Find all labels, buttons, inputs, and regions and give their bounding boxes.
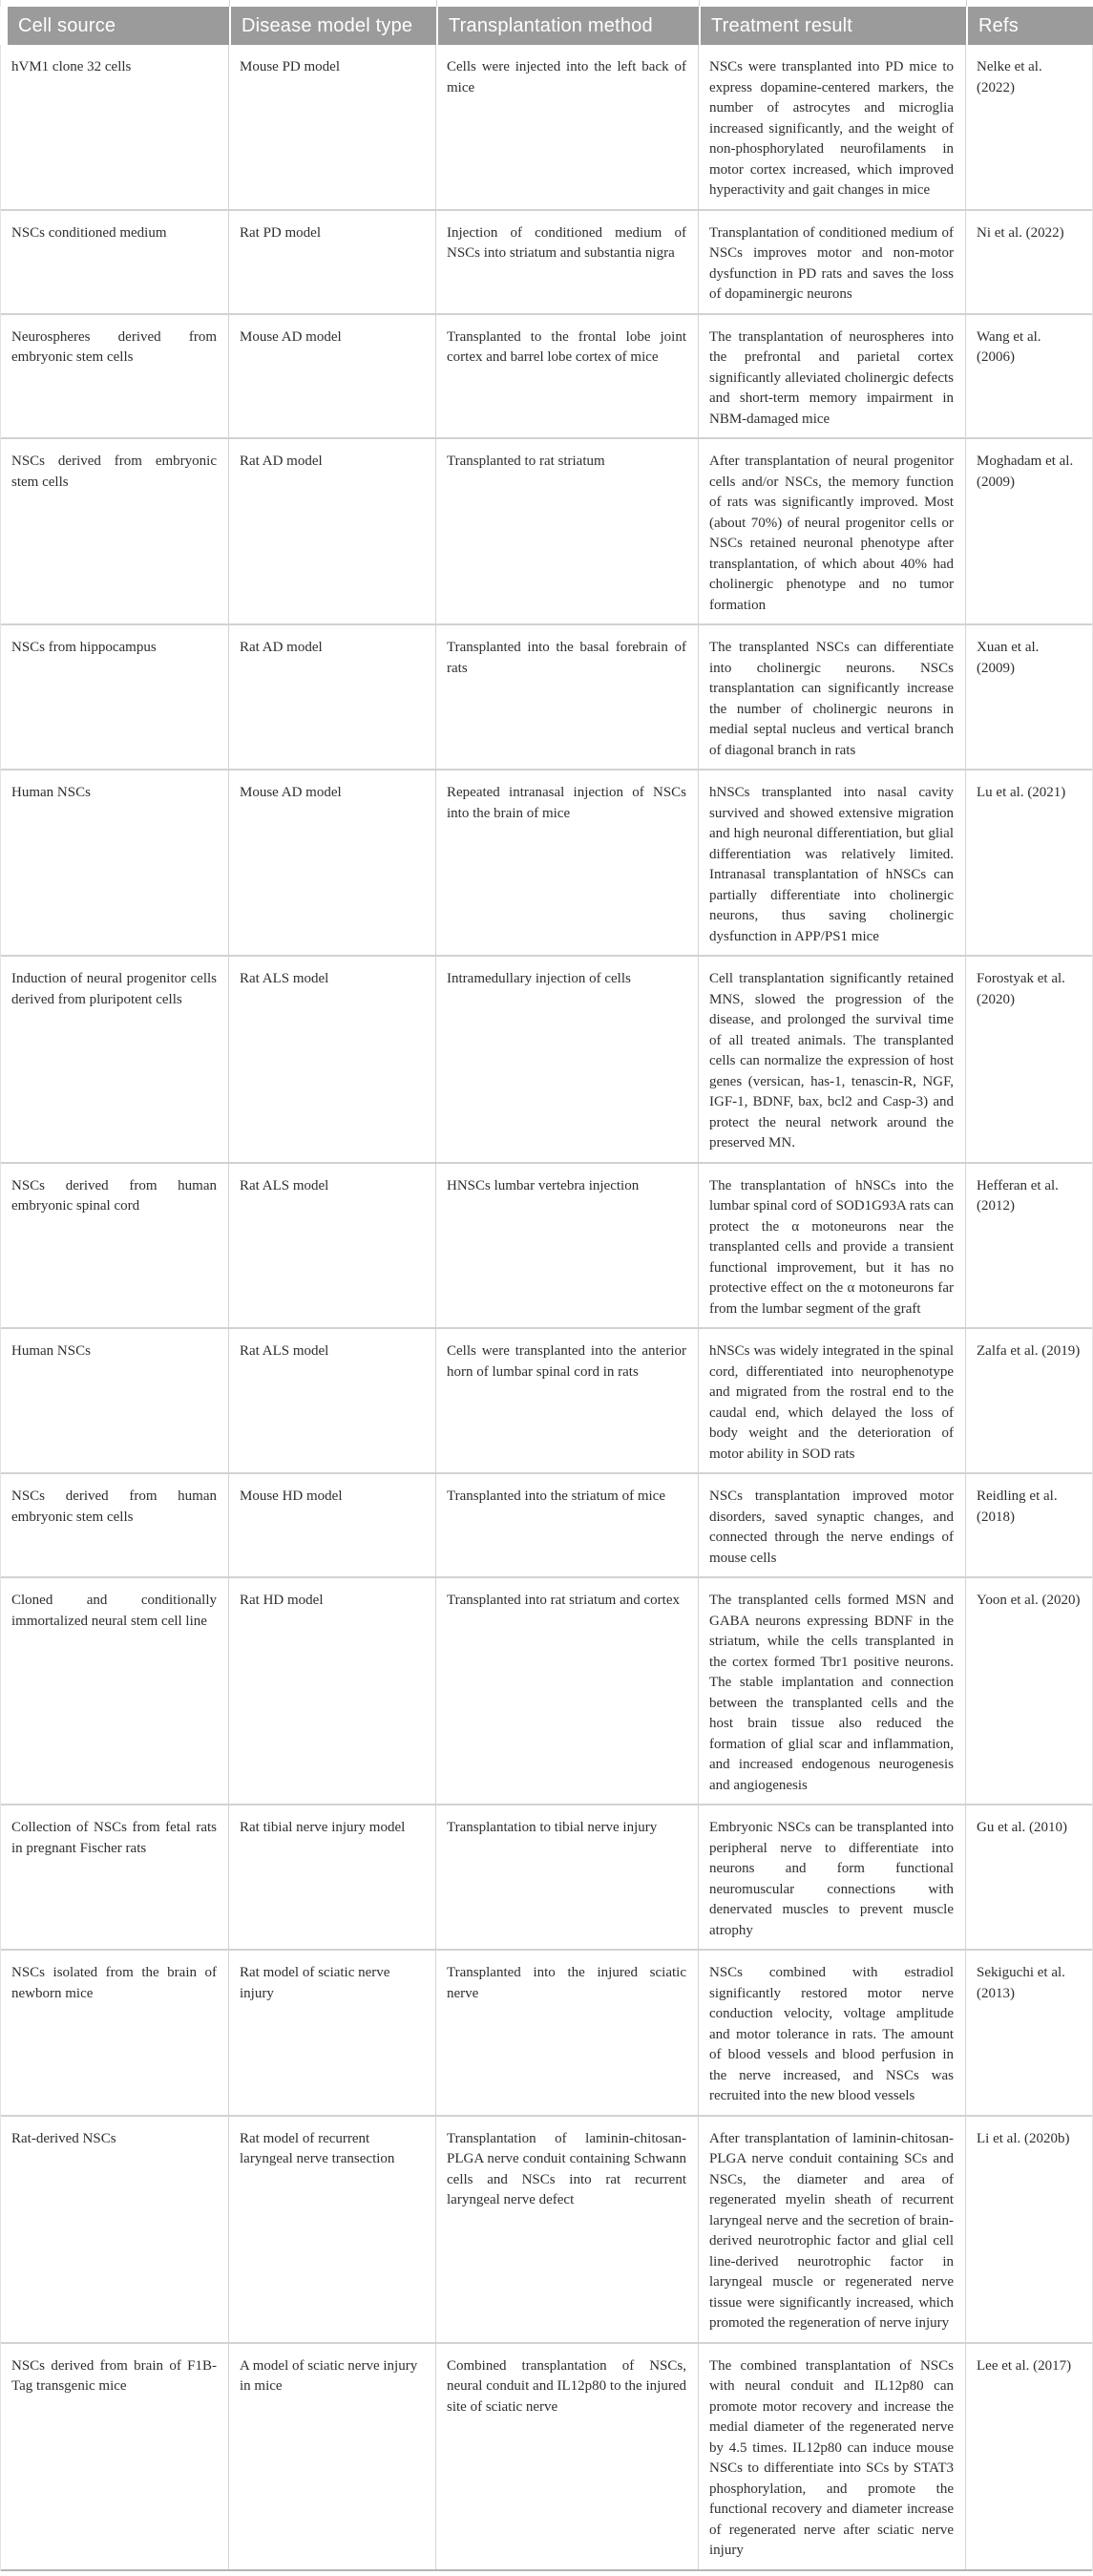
table-row xyxy=(1,1329,1092,1474)
table-row xyxy=(1,1578,1092,1805)
disease-model-cell: Mouse HD model xyxy=(229,1474,436,1576)
top-border-segment xyxy=(437,0,700,7)
table-row xyxy=(1,2344,1092,2571)
refs-cell: Nelke et al. (2022) xyxy=(977,59,1042,95)
cell-source-cell: NSCs derived from human embryonic spinal cord xyxy=(1,1164,229,1328)
table-row xyxy=(1,211,1092,315)
disease-model-cell: Mouse AD model xyxy=(229,315,436,438)
treatment-result-cell: Cell transplantation significantly retained MNS, slowed the progression of the disease, and prolonged the survival time of all treated animals. The transplanted cells can normalize the expression of host genes (versican, has-1, tenascin-R, NGF, IGF-1, BDNF, bax, bcl2 and Casp-3) and protect the neural network around the preserved MN. xyxy=(699,957,966,1162)
refs-cell: Reidling et al. (2018) xyxy=(977,1489,1058,1525)
refs-cell: Gu et al. (2010) xyxy=(977,1820,1067,1835)
refs-cell: Forostyak et al. (2020) xyxy=(977,971,1065,1007)
transplantation-method-cell: Transplanted into rat striatum and cortex xyxy=(436,1578,699,1804)
cell-source-cell: NSCs derived from embryonic stem cells xyxy=(1,439,229,623)
transplantation-method-cell: Transplantation of laminin-chitosan-PLGA nerve conduit containing Schwann cells and NSCs into rat recurrent laryngeal nerve defect xyxy=(436,2117,699,2342)
refs-cell: Zalfa et al. (2019) xyxy=(977,1343,1081,1359)
disease-model-cell: Rat AD model xyxy=(229,439,436,623)
table-top-border xyxy=(0,0,1093,7)
disease-model-cell: Rat tibial nerve injury model xyxy=(229,1805,436,1949)
transplantation-method-cell: Transplantation to tibial nerve injury xyxy=(436,1805,699,1949)
cell-source-cell: Collection of NSCs from fetal rats in pregnant Fischer rats xyxy=(1,1805,229,1949)
disease-model-cell: Rat AD model xyxy=(229,625,436,769)
refs-cell: Lu et al. (2021) xyxy=(977,785,1066,800)
transplantation-method-cell: Combined transplantation of NSCs, neural conduit and IL12p80 to the injured site of sciatic nerve xyxy=(436,2344,699,2569)
transplantation-method-cell: Transplanted into the striatum of mice xyxy=(436,1474,699,1576)
refs-cell: Xuan et al. (2009) xyxy=(977,640,1040,676)
disease-model-cell: Rat model of sciatic nerve injury xyxy=(229,1951,436,2115)
cell-source-cell: NSCs isolated from the brain of newborn mice xyxy=(1,1951,229,2115)
cell-source-cell: NSCs derived from brain of F1B-Tag transgenic mice xyxy=(1,2344,229,2569)
refs-cell: Ni et al. (2022) xyxy=(977,224,1064,241)
cell-source-cell: Human NSCs xyxy=(1,771,229,955)
refs-cell: Sekiguchi et al. (2013) xyxy=(977,1965,1065,2001)
disease-model-cell: Rat model of recurrent laryngeal nerve transection xyxy=(229,2117,436,2342)
treatment-result-cell: The transplantation of hNSCs into the lumbar spinal cord of SOD1G93A rats can protect the α motoneurons near the transplanted cells and provide a transient functional improvement, but it has no protective effect on the α motoneurons far from the lumbar segment of the graft xyxy=(699,1164,966,1328)
cell-source-cell: Rat-derived NSCs xyxy=(1,2117,229,2342)
table-bottom-margin xyxy=(0,2571,1093,2576)
disease-model-cell: Rat PD model xyxy=(229,211,436,313)
treatment-result-cell: NSCs transplantation improved motor disorders, saved synaptic changes, and connected through the nerve endings of mouse cells xyxy=(699,1474,966,1576)
disease-model-cell: Mouse AD model xyxy=(229,771,436,955)
cell-source-cell: NSCs conditioned medium xyxy=(1,211,229,313)
treatment-result-cell: NSCs combined with estradiol significantly restored motor nerve conduction velocity, voltage amplitude and motor tolerance in rats. The amount of blood vessels and blood perfusion in the nerve increased, and NSCs was recruited into the new blood vessels xyxy=(699,1951,966,2115)
cell-source-cell: Induction of neural progenitor cells derived from pluripotent cells xyxy=(1,957,229,1162)
refs-cell: Lee et al. (2017) xyxy=(977,2357,1072,2374)
treatment-result-cell: hNSCs transplanted into nasal cavity survived and showed extensive migration and high neuronal differentiation, but glial differentiation was relatively limited. Intranasal transplantation of hNSCs can partially differentiate into cholinergic neurons, thus saving cholinergic dysfunction in APP/PS1 mice xyxy=(699,771,966,955)
disease-model-cell: A model of sciatic nerve injury in mice xyxy=(229,2344,436,2569)
transplantation-method-cell: Injection of conditioned medium of NSCs into striatum and substantia nigra xyxy=(436,211,699,313)
refs-cell: Li et al. (2020b) xyxy=(977,2130,1070,2146)
transplantation-method-cell: Cells were injected into the left back of mice xyxy=(436,45,699,209)
column-header: Transplantation method xyxy=(436,7,699,45)
treatment-result-cell: The combined transplantation of NSCs with neural conduit and IL12p80 can promote motor recovery and increase the medial diameter of the regenerated nerve by 4.5 times. IL12p80 can induce mouse NSCs to differentiate into SCs by STAT3 phosphorylation, and promote the functional recovery and diameter increase of regenerated nerve after sciatic nerve injury xyxy=(699,2344,966,2569)
column-header: Treatment result xyxy=(699,7,966,45)
cell-source-cell: hVM1 clone 32 cells xyxy=(1,45,229,209)
transplantation-method-cell: Repeated intranasal injection of NSCs into the brain of mice xyxy=(436,771,699,955)
table-row xyxy=(1,439,1092,625)
transplantation-method-cell: Transplanted into the injured sciatic nerve xyxy=(436,1951,699,2115)
treatment-result-cell: hNSCs was widely integrated in the spinal cord, differentiated into neurophenotype and migrated from the rostral end to the caudal end, which delayed the loss of body weight and the deterioration of motor ability in SOD rats xyxy=(699,1329,966,1472)
transplantation-method-cell: Transplanted to the frontal lobe joint cortex and barrel lobe cortex of mice xyxy=(436,315,699,438)
treatment-result-cell: After transplantation of neural progenitor cells and/or NSCs, the memory function of rats was significantly improved. Most (about 70%) of neural progenitor cells or NSCs retained neuronal phenotype after transplantation, of which about 40% had cholinergic phenotype and no tumor formation xyxy=(699,439,966,623)
table-row xyxy=(1,1164,1092,1330)
table-row xyxy=(1,315,1092,440)
cell-source-cell: Cloned and conditionally immortalized neural stem cell line xyxy=(1,1578,229,1804)
cell-source-cell: Neurospheres derived from embryonic stem cells xyxy=(1,315,229,438)
column-header: Cell source xyxy=(8,7,229,45)
cell-source-cell: NSCs derived from human embryonic stem cells xyxy=(1,1474,229,1576)
table-row xyxy=(1,1474,1092,1578)
table-row xyxy=(1,1951,1092,2117)
transplantation-method-cell: Transplanted into the basal forebrain of rats xyxy=(436,625,699,769)
table-header xyxy=(8,7,1093,45)
disease-model-cell: Rat ALS model xyxy=(229,957,436,1162)
disease-model-cell: Rat ALS model xyxy=(229,1164,436,1328)
refs-cell: Yoon et al. (2020) xyxy=(977,1593,1081,1608)
column-header: Refs xyxy=(966,7,1093,45)
treatment-result-cell: After transplantation of laminin-chitosan-PLGA nerve conduit containing SCs and NSCs, the diameter and area of regenerated myelin sheath of recurrent laryngeal nerve and the secretion of brain-derived neurotrophic factor and glial cell line-derived neurotrophic factor in laryngeal muscle or regenerated nerve tissue were significantly increased, which promoted the regeneration of nerve injury xyxy=(699,2117,966,2342)
cell-source-cell: NSCs from hippocampus xyxy=(1,625,229,769)
refs-cell: Moghadam et al. (2009) xyxy=(977,454,1074,490)
treatment-result-cell: NSCs were transplanted into PD mice to express dopamine-centered markers, the number of astrocytes and microglia increased significantly, and the weight of non-phosphorylated neurofilaments in motor cortex increased, which improved hyperactivity and gait changes in mice xyxy=(699,45,966,209)
table-row xyxy=(1,771,1092,957)
table-row xyxy=(1,2117,1092,2344)
column-header: Disease model type xyxy=(229,7,436,45)
treatment-result-cell: The transplantation of neurospheres into the prefrontal and parietal cortex significantly alleviated cholinergic defects and short-term memory impairment in NBM-damaged mice xyxy=(699,315,966,438)
table-row xyxy=(1,45,1092,211)
treatment-result-cell: The transplanted cells formed MSN and GABA neurons expressing BDNF in the striatum, while the cells transplanted in the cortex formed Tbr1 positive neurons. The stable implantation and connection between the transplanted cells and the host brain tissue also reduced the formation of glial scar and inflammation, and increased endogenous neurogenesis and angiogenesis xyxy=(699,1578,966,1804)
disease-model-cell: Mouse PD model xyxy=(229,45,436,209)
table-row xyxy=(1,957,1092,1164)
top-border-segment xyxy=(700,0,967,7)
treatment-result-cell: The transplanted NSCs can differentiate into cholinergic neurons. NSCs transplantation can significantly increase the number of cholinergic neurons in medial septal nucleus and vertical branch of diagonal branch in rats xyxy=(699,625,966,769)
refs-cell: Wang et al. (2006) xyxy=(977,328,1041,365)
top-border-segment xyxy=(1,0,230,7)
disease-model-cell: Rat ALS model xyxy=(229,1329,436,1472)
cell-source-cell: Human NSCs xyxy=(1,1329,229,1472)
table-row xyxy=(1,1805,1092,1951)
treatment-result-cell: Transplantation of conditioned medium of NSCs improves motor and non-motor dysfunction in PD rats and saves the loss of dopaminergic neurons xyxy=(699,211,966,313)
transplantation-method-cell: Intramedullary injection of cells xyxy=(436,957,699,1162)
treatment-result-cell: Embryonic NSCs can be transplanted into peripheral nerve to differentiate into neurons and form functional neuromuscular connections with denervated muscles to prevent muscle atrophy xyxy=(699,1805,966,1949)
transplantation-method-cell: HNSCs lumbar vertebra injection xyxy=(436,1164,699,1328)
transplantation-method-cell: Transplanted to rat striatum xyxy=(436,439,699,623)
top-border-segment xyxy=(967,0,1093,7)
transplantation-method-cell: Cells were transplanted into the anterior horn of lumbar spinal cord in rats xyxy=(436,1329,699,1472)
refs-cell: Hefferan et al. (2012) xyxy=(977,1177,1059,1214)
table-row xyxy=(1,625,1092,771)
top-border-segment xyxy=(230,0,437,7)
table-body xyxy=(0,45,1093,2571)
disease-model-cell: Rat HD model xyxy=(229,1578,436,1804)
